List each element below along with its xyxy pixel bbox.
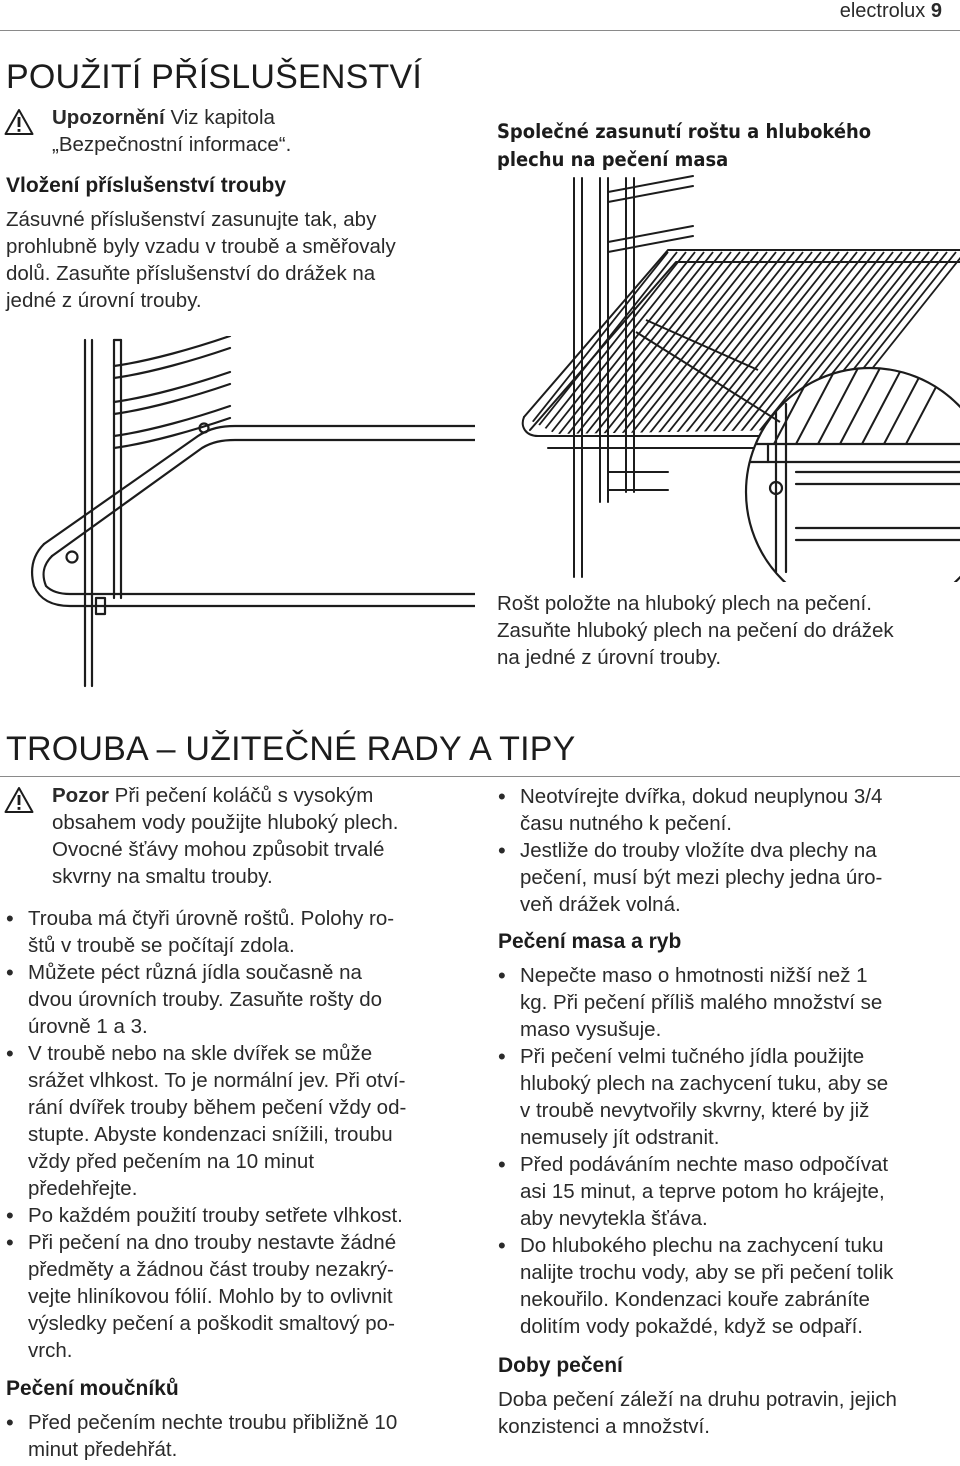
list-item [498,1043,958,1151]
section-title-accessories: POUŽITÍ PŘÍSLUŠENSTVÍ [6,58,423,96]
oven-tray-insertion-illustration [30,336,475,690]
list-item-line: nekouřilo. Kondenzaci kouře zabráníte [520,1288,870,1311]
list-item-line: vejte hliníkovou fólií. Mohlo by to ovlivnit [28,1285,393,1308]
list-item-line: veň drážek volná. [520,893,681,916]
list-item [498,783,958,837]
insert-line: dolů. Zasuňte příslušenství do drážek na [6,262,376,285]
combo-heading [497,118,871,174]
grid-bar [559,252,704,434]
header-rule [0,30,960,31]
list-item-line: vždy před pečením na 10 minut [28,1150,315,1173]
insert-line: prohlubně byly vzadu v troubě a směřovaly [6,235,396,258]
list-item [6,1040,476,1202]
times-paragraph [498,1386,958,1440]
list-item-line: • Neotvírejte dvířka, dokud neuplynou 3/4 [520,785,883,808]
list-item-line: • Trouba má čtyři úrovně roštů. Polohy ro- [28,907,395,930]
times-heading: Doby pečení [498,1354,623,1377]
brand-name: electrolux [839,0,926,22]
warning-triangle-icon [4,786,34,814]
combo-heading-line: plechu na pečení masa [497,148,729,171]
grid-bar [568,252,713,434]
list-item-line: • Po každém použití trouby setřete vlhkost. [28,1204,403,1227]
list-item [498,837,958,918]
list-item-line: času nutného k pečení. [520,812,732,835]
combo-heading-line: Společné zasunutí roštu a hlubokého [497,120,872,143]
combo-line: na jedné z úrovní trouby. [497,646,722,669]
insert-line: jedné z úrovní trouby. [6,289,202,312]
warning-note [52,104,482,158]
left-tips [6,905,476,1364]
meat-heading: Pečení masa a ryb [498,930,682,953]
warning-label: Upozornění [52,106,165,129]
list-item-line: pečení, musí být mezi plechy jedna úro- [520,866,883,889]
warning-text-1: Viz kapitola [164,106,275,129]
list-item-line: • Při pečení velmi tučného jídla použijte [520,1045,865,1068]
list-item-line: dolitím vody pokaždé, když se odpaří. [520,1315,863,1338]
section-title-tips: TROUBA – UŽITEČNÉ RADY A TIPY [6,730,576,768]
list-item-line: výsledky pečení a poškodit smaltový po- [28,1312,395,1335]
warning-text-2: „Bezpečnostní informace“. [52,133,292,156]
times-line: konzistenci a množství. [498,1415,710,1438]
list-item-line: srážet vlhkost. To je normální jev. Při otví- [28,1069,406,1092]
times-line: Doba pečení záleží na druhu potravin, jejich [498,1388,897,1411]
list-item-line: nemusely jít odstranit. [520,1126,720,1149]
grid-bar [541,252,686,434]
list-item-line: v troubě nevytvořily skvrny, které by již [520,1099,870,1122]
list-item-line: • Před pečením nechte troubu přibližně 10 [28,1411,398,1434]
pastry-heading: Pečení moučníků [6,1377,179,1400]
insert-paragraph [6,206,476,314]
combo-line: Zasuňte hluboký plech na pečení do drážek [497,619,894,642]
grid-bar [550,252,695,434]
list-item-line: dvou úrovních trouby. Zasuňte rošty do [28,988,383,1011]
list-item-line: stupte. Abyste kondenzaci snížili, troubu [28,1123,393,1146]
list-item [6,1409,476,1463]
right-tips-top [498,783,958,918]
list-item-line: předehřejte. [28,1177,138,1200]
list-item-line: • Před podáváním nechte maso odpočívat [520,1153,889,1176]
list-item [498,1232,958,1340]
grid-bar [595,252,740,434]
section-rule [0,776,960,777]
meat-tips [498,962,958,1340]
list-item-line: • Při pečení na dno trouby nestavte žádné [28,1231,397,1254]
list-item-line: • V troubě nebo na skle dvířek se může [28,1042,373,1065]
list-item [6,959,476,1040]
list-item [498,962,958,1043]
list-item-line: aby nevytekla šťáva. [520,1207,708,1230]
list-item-line: • Můžete péct různá jídla současně na [28,961,362,984]
pastry-tips [6,1409,476,1463]
caution-line: skvrny na smaltu trouby. [52,865,273,888]
combo-line: Rošt položte na hluboký plech na pečení. [497,592,872,615]
warning-triangle-icon [4,108,34,136]
grid-bar [577,252,722,434]
grid-bar [523,252,668,434]
caution-line: Ovocné šťávy mohou způsobit trvalé [52,838,385,861]
list-item-line: vrch. [28,1339,73,1362]
list-item-line: rání dvířek trouby během pečení vždy od- [28,1096,407,1119]
list-item [6,1202,476,1229]
list-item-line: maso vysušuje. [520,1018,662,1041]
list-item-line: • Jestliže do trouby vložíte dva plechy na [520,839,877,862]
caution-line: obsahem vody použijte hluboký plech. [52,811,399,834]
list-item-line: kg. Při pečení příliš malého množství se [520,991,883,1014]
list-item [498,1151,958,1232]
insert-line: Zásuvné příslušenství zasunujte tak, aby [6,208,377,231]
list-item-line: asi 15 minut, a teprve potom ho krájejte, [520,1180,885,1203]
list-item-line: nalijte trochu vody, aby se při pečení tolik [520,1261,894,1284]
grid-on-deep-pan-illustration [518,172,960,582]
list-item-line: předměty a žádnou část trouby nezakrý- [28,1258,394,1281]
list-item-line: štů v troubě se počítají zdola. [28,934,295,957]
list-item-line: úrovně 1 a 3. [28,1015,148,1038]
list-item-line: hluboký plech na zachycení tuku, aby se [520,1072,889,1095]
list-item-line: • Do hlubokého plechu na zachycení tuku [520,1234,884,1257]
grid-bar [649,252,794,434]
list-item-line: minut předehřát. [28,1438,178,1461]
combo-paragraph [497,590,959,671]
insert-heading: Vložení příslušenství trouby [6,174,287,197]
page-header [840,0,942,23]
list-item-line: • Nepečte maso o hmotnosti nižší než 1 [520,964,868,987]
list-item [6,1229,476,1364]
list-item [6,905,476,959]
caution-text: Při pečení koláčů s vysokým [108,784,374,807]
caution-label: Pozor [52,784,109,807]
caution-note [52,782,472,890]
page-number: 9 [930,0,942,22]
